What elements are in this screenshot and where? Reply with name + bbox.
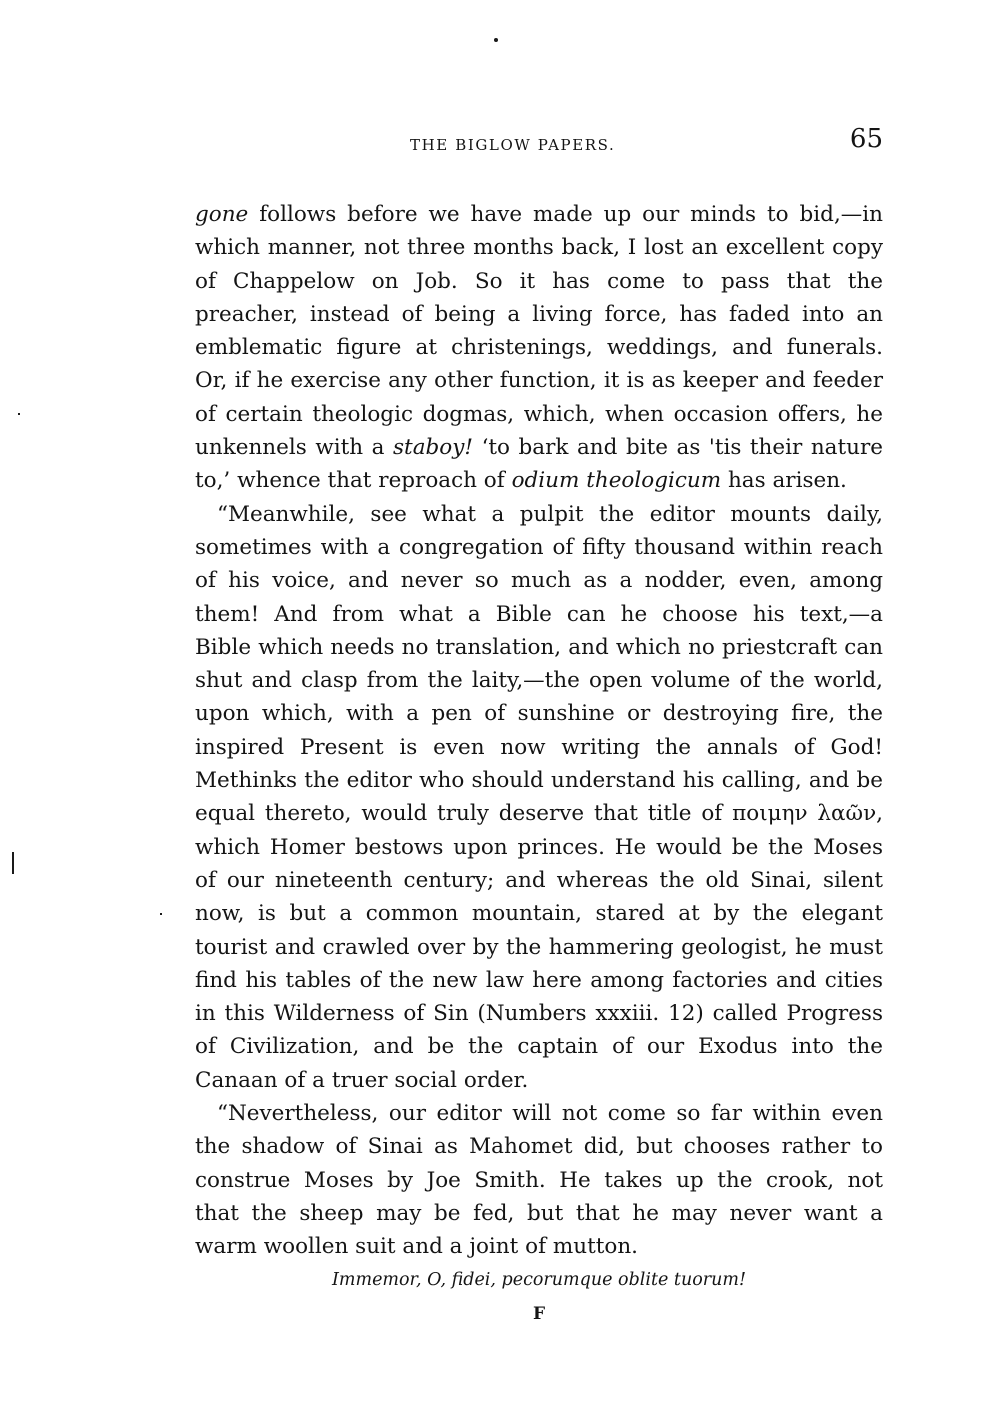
text-line: inspired Present is even now writing the annals of God!	[195, 734, 883, 760]
scan-speck	[494, 38, 498, 42]
paragraph-start-line: “Nevertheless, our editor will not come so far within even	[217, 1101, 883, 1127]
text-line: Or, if he exercise any other function, it is as keeper and feeder	[195, 368, 883, 394]
running-title: THE BIGLOW PAPERS.	[410, 136, 616, 154]
text-line: gone follows before we have made up our minds to bid,—in	[195, 202, 883, 227]
scan-speck	[160, 913, 162, 915]
latin-epigraph: Immemor, O, fidei, pecorumque oblite tuorum!	[331, 1270, 747, 1290]
text-line: tourist and crawled over by the hammering geologist, he must	[195, 934, 883, 960]
text-line: unkennels with a staboy! ‘to bark and bite as 'tis their nature	[195, 435, 883, 461]
text-line: of certain theologic dogmas, which, when occasion offers, he	[195, 401, 883, 427]
text-line: in this Wilderness of Sin (Numbers xxxiii. 12) called Progress	[195, 1001, 883, 1027]
text-line: the shadow of Sinai as Mahomet did, but chooses rather to	[195, 1134, 883, 1160]
text-line: Canaan of a truer social order.	[195, 1067, 529, 1093]
scan-speck	[12, 852, 14, 874]
text-line: that the sheep may be fed, but that he may never want a	[195, 1200, 883, 1226]
text-line: shut and clasp from the laity,—the open volume of the world,	[195, 668, 883, 694]
text-line: them! And from what a Bible can he choose his text,—a	[195, 601, 883, 627]
text-line: construe Moses by Joe Smith. He takes up the crook, not	[195, 1167, 883, 1193]
signature-mark: F	[532, 1304, 546, 1324]
text-line: of Civilization, and be the captain of our Exodus into the	[195, 1034, 883, 1060]
body-text	[195, 198, 883, 1264]
text-line: emblematic figure at christenings, weddings, and funerals.	[195, 335, 883, 361]
text-line: preacher, instead of being a living force, has faded into an	[195, 301, 883, 327]
text-line: warm woollen suit and a joint of mutton.	[195, 1234, 638, 1260]
text-line: to,’ whence that reproach of odium theologicum has arisen.	[195, 468, 847, 494]
text-line: now, is but a common mountain, stared at by the elegant	[195, 901, 883, 927]
text-line: which manner, not three months back, I lost an excellent copy	[195, 235, 883, 261]
emphasis: odium theologicum	[511, 468, 722, 494]
paragraph-start-line: “Meanwhile, see what a pulpit the editor mounts daily,	[217, 501, 883, 527]
text-line: Methinks the editor who should understand his calling, and be	[195, 768, 883, 794]
text-line: of our nineteenth century; and whereas the old Sinai, silent	[195, 867, 883, 893]
page-header	[195, 124, 883, 164]
emphasis: staboy!	[393, 435, 474, 461]
text-line: Bible which needs no translation, and which no priestcraft can	[195, 634, 883, 660]
text-line: upon which, with a pen of sunshine or destroying fire, the	[195, 701, 883, 727]
text-line: which Homer bestows upon princes. He would be the Moses	[195, 834, 883, 860]
emphasis: gone	[195, 202, 249, 227]
text-line: find his tables of the new law here among factories and cities	[195, 967, 883, 993]
text-line: equal thereto, would truly deserve that title of ποιμην λαῶν,	[195, 801, 883, 827]
text-line: of Chappelow on Job. So it has come to pass that the	[195, 268, 883, 294]
text-line: of his voice, and never so much as a nodder, even, among	[195, 568, 883, 594]
text-line: sometimes with a congregation of fifty thousand within reach	[195, 534, 883, 560]
scan-speck	[18, 413, 20, 415]
page-number: 65	[849, 124, 883, 154]
